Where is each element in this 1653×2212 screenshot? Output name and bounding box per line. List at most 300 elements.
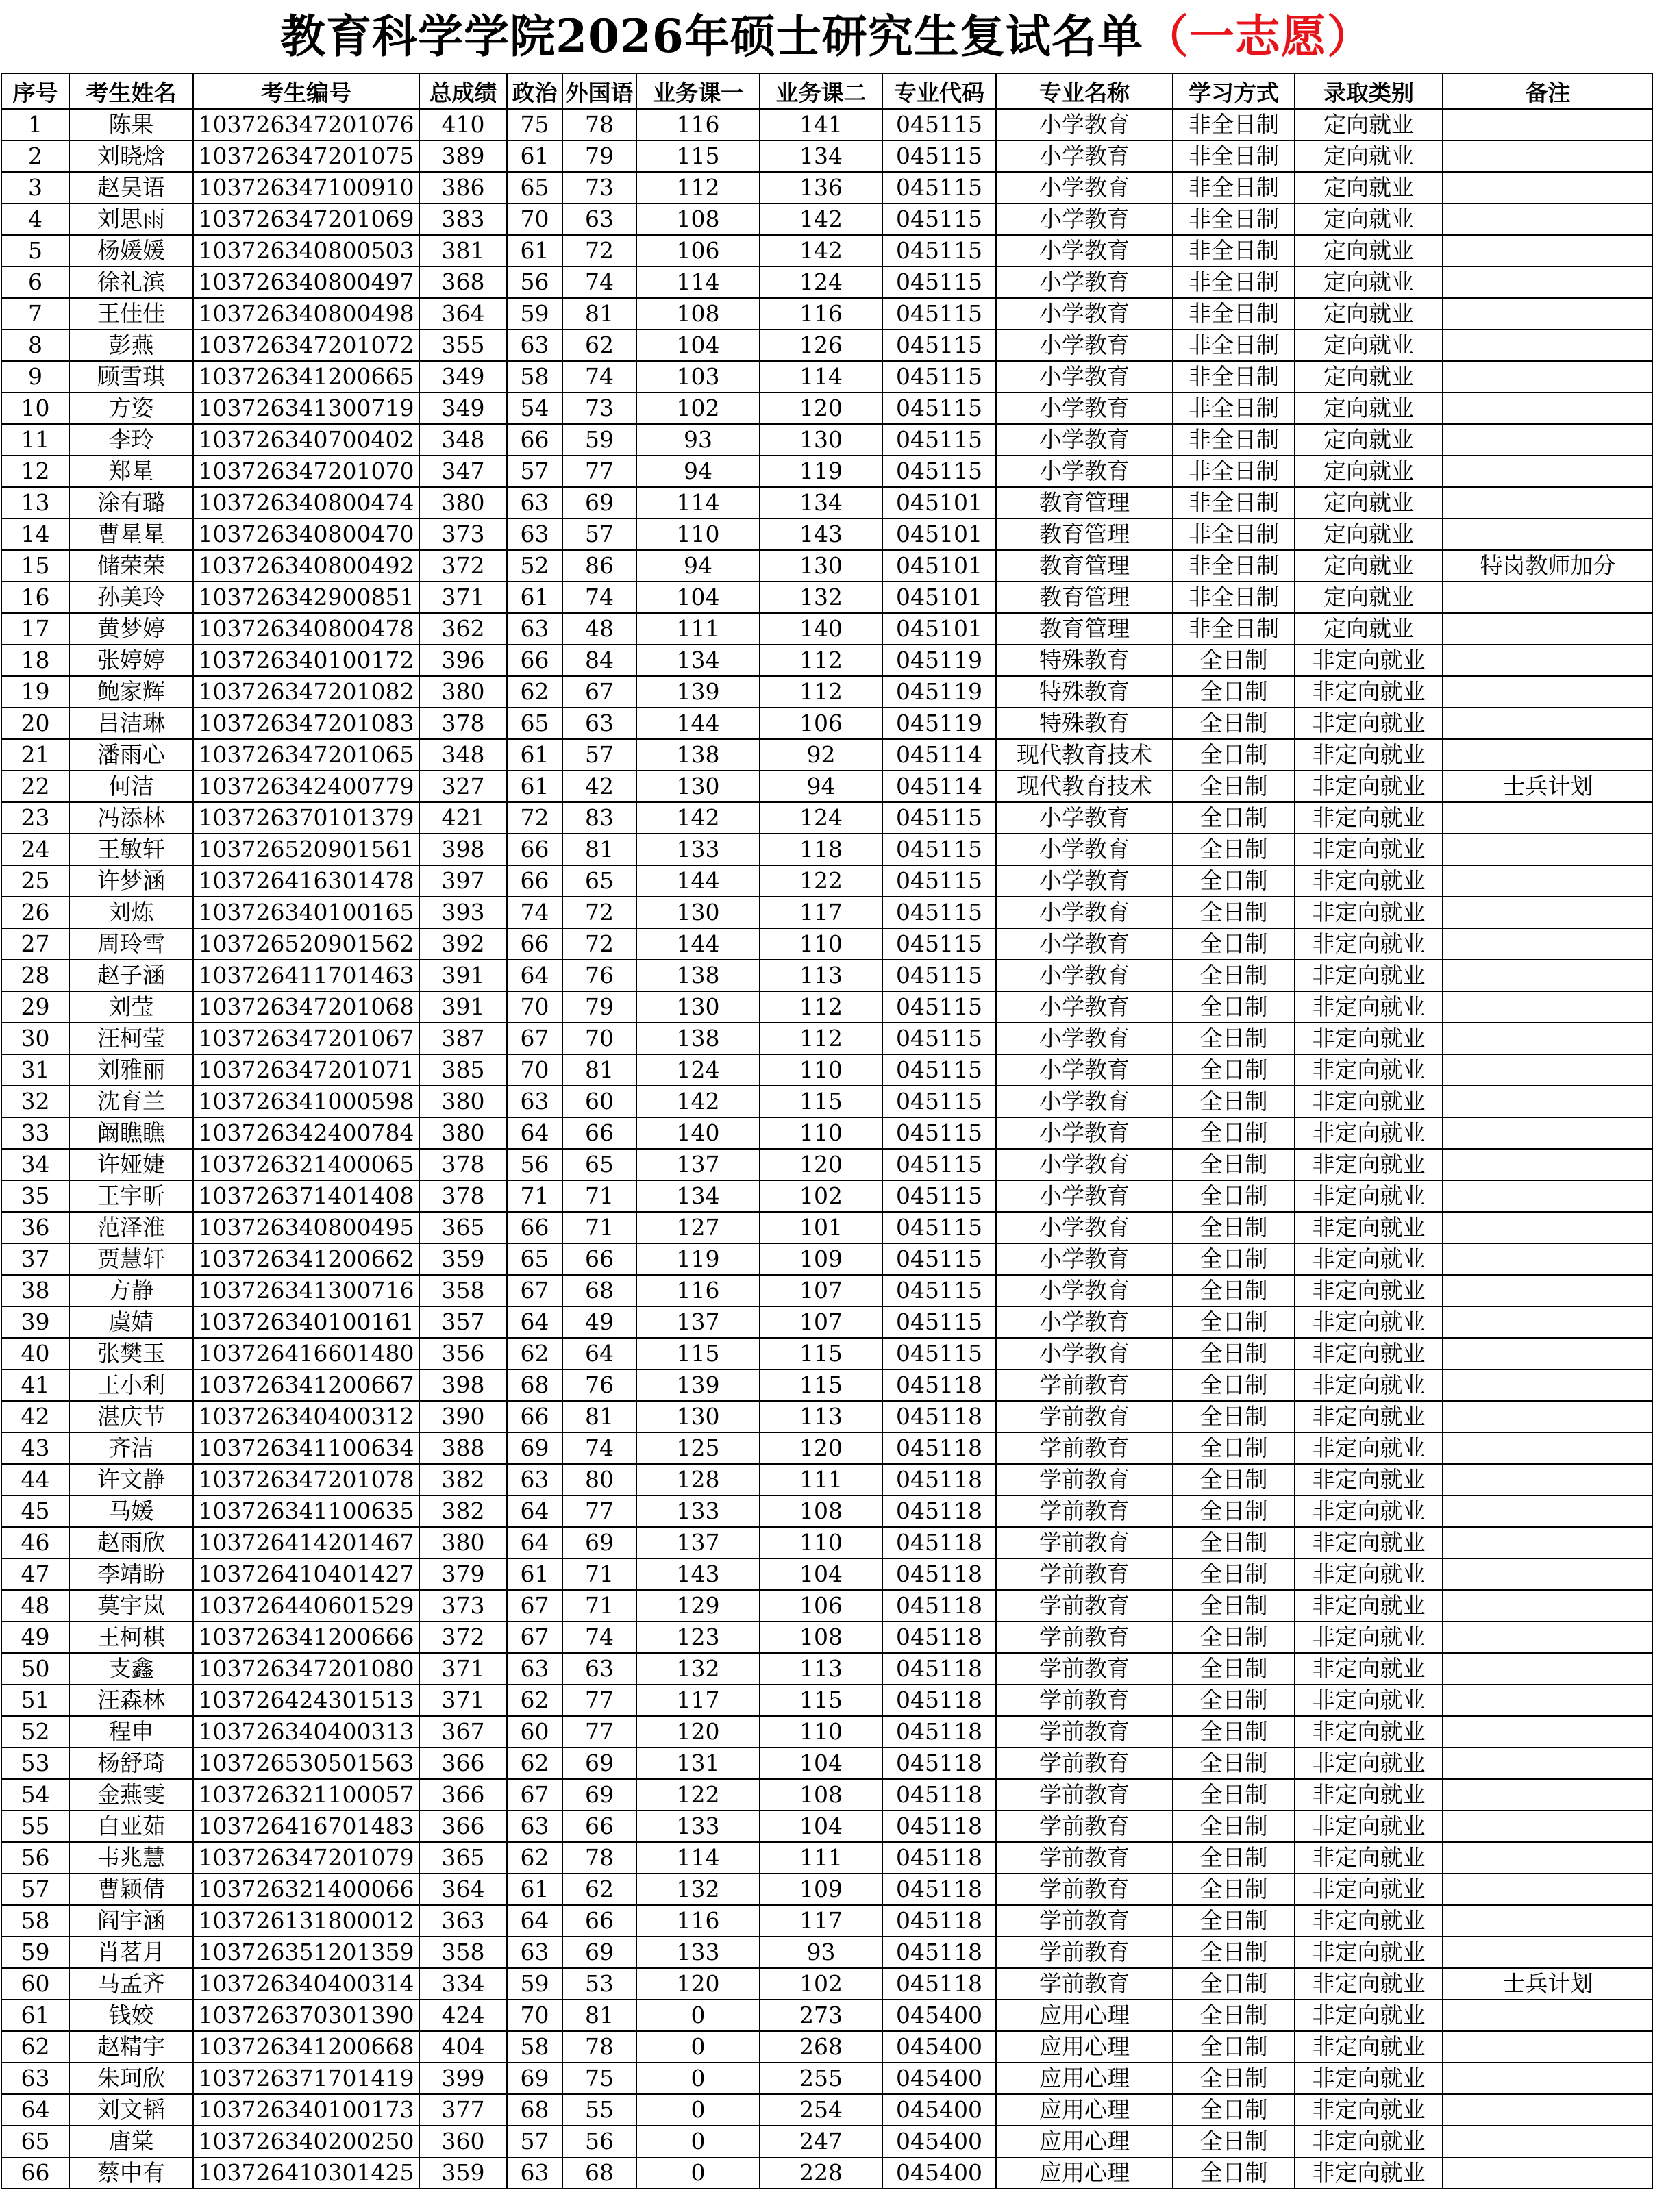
cell-total-score: 380 <box>419 1527 507 1558</box>
cell-seq: 52 <box>1 1716 69 1748</box>
cell-course-one: 124 <box>636 1054 760 1086</box>
cell-politics: 66 <box>507 645 562 676</box>
cell-study-mode: 全日制 <box>1173 1842 1295 1874</box>
cell-name: 汪柯莹 <box>69 1023 193 1054</box>
cell-remarks <box>1443 1086 1653 1117</box>
cell-course-two: 113 <box>760 960 882 991</box>
cell-major-name: 学前教育 <box>996 1905 1173 1937</box>
header-remarks: 备注 <box>1443 73 1653 109</box>
cell-course-two: 142 <box>760 235 882 266</box>
cell-foreign-language: 86 <box>562 550 636 582</box>
cell-course-one: 120 <box>636 1968 760 2000</box>
cell-major-code: 045115 <box>882 1117 996 1149</box>
cell-exam-id: 103726321400065 <box>193 1149 419 1180</box>
cell-foreign-language: 68 <box>562 1275 636 1306</box>
cell-study-mode: 非全日制 <box>1173 424 1295 456</box>
cell-remarks <box>1443 140 1653 172</box>
cell-study-mode: 全日制 <box>1173 1149 1295 1180</box>
cell-politics: 74 <box>507 897 562 928</box>
cell-total-score: 404 <box>419 2031 507 2063</box>
cell-course-two: 112 <box>760 991 882 1023</box>
cell-seq: 41 <box>1 1369 69 1401</box>
cell-exam-id: 103726351201359 <box>193 1937 419 1968</box>
cell-name: 周玲雪 <box>69 928 193 960</box>
cell-course-one: 144 <box>636 708 760 739</box>
cell-exam-id: 103726340700402 <box>193 424 419 456</box>
cell-name: 刘文韬 <box>69 2094 193 2126</box>
cell-foreign-language: 72 <box>562 235 636 266</box>
cell-study-mode: 非全日制 <box>1173 456 1295 487</box>
cell-total-score: 380 <box>419 1117 507 1149</box>
cell-name: 刘雅丽 <box>69 1054 193 1086</box>
table-row <box>1 550 1653 582</box>
cell-total-score: 372 <box>419 1621 507 1653</box>
cell-seq: 50 <box>1 1653 69 1685</box>
cell-major-name: 小学教育 <box>996 1023 1173 1054</box>
table-row <box>1 1086 1653 1117</box>
cell-name: 杨媛媛 <box>69 235 193 266</box>
cell-major-code: 045115 <box>882 991 996 1023</box>
header-name: 考生姓名 <box>69 73 193 109</box>
cell-remarks <box>1443 2031 1653 2063</box>
cell-admission-type: 非定向就业 <box>1295 834 1443 865</box>
table-row <box>1 676 1653 708</box>
cell-major-code: 045101 <box>882 550 996 582</box>
cell-major-code: 045118 <box>882 1748 996 1779</box>
cell-name: 吕洁琳 <box>69 708 193 739</box>
cell-course-two: 112 <box>760 645 882 676</box>
header-major-name: 专业名称 <box>996 73 1173 109</box>
cell-course-two: 102 <box>760 1180 882 1212</box>
cell-name: 赵昊语 <box>69 172 193 203</box>
cell-remarks: 士兵计划 <box>1443 771 1653 802</box>
cell-major-code: 045118 <box>882 1653 996 1685</box>
cell-remarks <box>1443 1685 1653 1716</box>
cell-major-code: 045114 <box>882 739 996 771</box>
cell-study-mode: 全日制 <box>1173 739 1295 771</box>
cell-major-name: 学前教育 <box>996 1874 1173 1905</box>
cell-major-name: 学前教育 <box>996 1937 1173 1968</box>
cell-admission-type: 非定向就业 <box>1295 1401 1443 1432</box>
cell-course-one: 112 <box>636 172 760 203</box>
table-row <box>1 2063 1653 2094</box>
cell-politics: 67 <box>507 1590 562 1621</box>
cell-seq: 48 <box>1 1590 69 1621</box>
cell-admission-type: 定向就业 <box>1295 361 1443 393</box>
cell-foreign-language: 71 <box>562 1212 636 1243</box>
cell-study-mode: 非全日制 <box>1173 613 1295 645</box>
cell-course-two: 115 <box>760 1086 882 1117</box>
cell-foreign-language: 80 <box>562 1464 636 1495</box>
cell-admission-type: 非定向就业 <box>1295 739 1443 771</box>
cell-politics: 65 <box>507 1243 562 1275</box>
cell-major-code: 045400 <box>882 2063 996 2094</box>
cell-exam-id: 103726340800495 <box>193 1212 419 1243</box>
cell-total-score: 392 <box>419 928 507 960</box>
cell-admission-type: 非定向就业 <box>1295 1432 1443 1464</box>
cell-course-two: 110 <box>760 1527 882 1558</box>
cell-politics: 63 <box>507 330 562 361</box>
cell-name: 许梦涵 <box>69 865 193 897</box>
cell-seq: 13 <box>1 487 69 519</box>
cell-foreign-language: 77 <box>562 1495 636 1527</box>
cell-total-score: 356 <box>419 1338 507 1369</box>
cell-admission-type: 非定向就业 <box>1295 771 1443 802</box>
cell-major-name: 现代教育技术 <box>996 739 1173 771</box>
cell-course-one: 138 <box>636 1023 760 1054</box>
cell-admission-type: 非定向就业 <box>1295 2094 1443 2126</box>
cell-seq: 55 <box>1 1811 69 1842</box>
cell-foreign-language: 72 <box>562 928 636 960</box>
cell-major-name: 学前教育 <box>996 1369 1173 1401</box>
cell-exam-id: 103726371401408 <box>193 1180 419 1212</box>
cell-course-one: 111 <box>636 613 760 645</box>
table-row <box>1 2094 1653 2126</box>
cell-seq: 38 <box>1 1275 69 1306</box>
cell-politics: 57 <box>507 2126 562 2157</box>
cell-course-one: 103 <box>636 361 760 393</box>
cell-politics: 64 <box>507 960 562 991</box>
cell-name: 陈果 <box>69 109 193 140</box>
cell-politics: 61 <box>507 582 562 613</box>
table-row <box>1 393 1653 424</box>
cell-major-name: 小学教育 <box>996 109 1173 140</box>
cell-politics: 72 <box>507 802 562 834</box>
cell-total-score: 367 <box>419 1716 507 1748</box>
cell-course-two: 115 <box>760 1369 882 1401</box>
cell-course-two: 112 <box>760 1023 882 1054</box>
cell-politics: 62 <box>507 1748 562 1779</box>
table-row <box>1 2000 1653 2031</box>
cell-name: 莫宇岚 <box>69 1590 193 1621</box>
table-row <box>1 424 1653 456</box>
table-row <box>1 487 1653 519</box>
cell-foreign-language: 73 <box>562 172 636 203</box>
cell-course-one: 0 <box>636 2000 760 2031</box>
cell-course-one: 108 <box>636 203 760 235</box>
cell-study-mode: 全日制 <box>1173 645 1295 676</box>
cell-exam-id: 103726424301513 <box>193 1685 419 1716</box>
cell-exam-id: 103726341200665 <box>193 361 419 393</box>
table-row <box>1 1811 1653 1842</box>
cell-foreign-language: 81 <box>562 834 636 865</box>
cell-admission-type: 非定向就业 <box>1295 1716 1443 1748</box>
cell-total-score: 366 <box>419 1748 507 1779</box>
cell-seq: 49 <box>1 1621 69 1653</box>
table-row <box>1 582 1653 613</box>
cell-course-two: 254 <box>760 2094 882 2126</box>
cell-remarks <box>1443 393 1653 424</box>
cell-exam-id: 103726347201080 <box>193 1653 419 1685</box>
cell-name: 王小利 <box>69 1369 193 1401</box>
cell-politics: 63 <box>507 2157 562 2189</box>
cell-seq: 22 <box>1 771 69 802</box>
cell-major-code: 045115 <box>882 298 996 330</box>
table-row <box>1 1937 1653 1968</box>
cell-study-mode: 全日制 <box>1173 1779 1295 1811</box>
cell-exam-id: 103726340800492 <box>193 550 419 582</box>
cell-seq: 65 <box>1 2126 69 2157</box>
cell-remarks <box>1443 1842 1653 1874</box>
cell-exam-id: 103726370301390 <box>193 2000 419 2031</box>
cell-foreign-language: 81 <box>562 1401 636 1432</box>
cell-name: 赵子涵 <box>69 960 193 991</box>
cell-exam-id: 103726340400312 <box>193 1401 419 1432</box>
cell-name: 冯添林 <box>69 802 193 834</box>
cell-major-code: 045101 <box>882 613 996 645</box>
cell-course-two: 118 <box>760 834 882 865</box>
cell-major-name: 教育管理 <box>996 582 1173 613</box>
table-row <box>1 1275 1653 1306</box>
cell-total-score: 359 <box>419 2157 507 2189</box>
cell-course-one: 127 <box>636 1212 760 1243</box>
cell-name: 汪森林 <box>69 1685 193 1716</box>
cell-name: 虞婧 <box>69 1306 193 1338</box>
cell-course-one: 138 <box>636 739 760 771</box>
cell-foreign-language: 68 <box>562 2157 636 2189</box>
cell-foreign-language: 55 <box>562 2094 636 2126</box>
cell-remarks <box>1443 2000 1653 2031</box>
cell-course-one: 0 <box>636 2157 760 2189</box>
cell-course-one: 129 <box>636 1590 760 1621</box>
cell-admission-type: 非定向就业 <box>1295 1023 1443 1054</box>
cell-foreign-language: 66 <box>562 1905 636 1937</box>
cell-exam-id: 103726416601480 <box>193 1338 419 1369</box>
cell-course-one: 104 <box>636 330 760 361</box>
cell-exam-id: 103726341100634 <box>193 1432 419 1464</box>
cell-course-two: 117 <box>760 1905 882 1937</box>
cell-course-two: 92 <box>760 739 882 771</box>
cell-foreign-language: 74 <box>562 582 636 613</box>
cell-seq: 18 <box>1 645 69 676</box>
cell-total-score: 364 <box>419 298 507 330</box>
cell-study-mode: 全日制 <box>1173 1275 1295 1306</box>
cell-remarks <box>1443 739 1653 771</box>
table-row <box>1 960 1653 991</box>
cell-course-two: 142 <box>760 203 882 235</box>
cell-course-one: 115 <box>636 140 760 172</box>
table-row <box>1 1464 1653 1495</box>
cell-total-score: 399 <box>419 2063 507 2094</box>
cell-total-score: 391 <box>419 991 507 1023</box>
cell-major-name: 小学教育 <box>996 1212 1173 1243</box>
cell-exam-id: 103726520901562 <box>193 928 419 960</box>
cell-politics: 65 <box>507 172 562 203</box>
cell-exam-id: 103726341200662 <box>193 1243 419 1275</box>
cell-course-two: 134 <box>760 487 882 519</box>
cell-course-one: 132 <box>636 1653 760 1685</box>
cell-major-code: 045115 <box>882 172 996 203</box>
cell-foreign-language: 72 <box>562 897 636 928</box>
cell-study-mode: 全日制 <box>1173 1905 1295 1937</box>
table-row <box>1 802 1653 834</box>
table-row <box>1 1590 1653 1621</box>
cell-study-mode: 全日制 <box>1173 2031 1295 2063</box>
cell-course-two: 104 <box>760 1811 882 1842</box>
cell-remarks <box>1443 1464 1653 1495</box>
cell-name: 阎宇涵 <box>69 1905 193 1937</box>
cell-major-code: 045119 <box>882 676 996 708</box>
cell-politics: 66 <box>507 424 562 456</box>
cell-exam-id: 103726340100172 <box>193 645 419 676</box>
cell-remarks <box>1443 582 1653 613</box>
cell-foreign-language: 76 <box>562 1369 636 1401</box>
cell-politics: 63 <box>507 1086 562 1117</box>
cell-remarks <box>1443 1306 1653 1338</box>
cell-foreign-language: 76 <box>562 960 636 991</box>
header-study-mode: 学习方式 <box>1173 73 1295 109</box>
cell-exam-id: 103726414201467 <box>193 1527 419 1558</box>
cell-study-mode: 全日制 <box>1173 1054 1295 1086</box>
cell-total-score: 378 <box>419 708 507 739</box>
cell-major-code: 045114 <box>882 771 996 802</box>
cell-exam-id: 103726347201083 <box>193 708 419 739</box>
cell-major-code: 045115 <box>882 897 996 928</box>
cell-foreign-language: 78 <box>562 2031 636 2063</box>
cell-course-one: 104 <box>636 582 760 613</box>
cell-study-mode: 全日制 <box>1173 1464 1295 1495</box>
cell-name: 赵雨欣 <box>69 1527 193 1558</box>
cell-name: 张婷婷 <box>69 645 193 676</box>
cell-course-one: 0 <box>636 2094 760 2126</box>
table-row <box>1 2126 1653 2157</box>
cell-seq: 16 <box>1 582 69 613</box>
cell-exam-id: 103726347201079 <box>193 1842 419 1874</box>
cell-major-code: 045115 <box>882 1306 996 1338</box>
cell-remarks <box>1443 2157 1653 2189</box>
cell-seq: 6 <box>1 266 69 298</box>
cell-major-code: 045115 <box>882 109 996 140</box>
cell-foreign-language: 67 <box>562 676 636 708</box>
cell-admission-type: 非定向就业 <box>1295 991 1443 1023</box>
cell-major-name: 小学教育 <box>996 1149 1173 1180</box>
cell-admission-type: 非定向就业 <box>1295 2000 1443 2031</box>
cell-course-two: 136 <box>760 172 882 203</box>
cell-foreign-language: 81 <box>562 1054 636 1086</box>
cell-course-two: 110 <box>760 1117 882 1149</box>
cell-total-score: 373 <box>419 1590 507 1621</box>
cell-course-two: 104 <box>760 1558 882 1590</box>
cell-admission-type: 非定向就业 <box>1295 1842 1443 1874</box>
cell-foreign-language: 69 <box>562 487 636 519</box>
cell-exam-id: 103726340400313 <box>193 1716 419 1748</box>
cell-admission-type: 定向就业 <box>1295 235 1443 266</box>
cell-major-code: 045115 <box>882 330 996 361</box>
cell-course-two: 120 <box>760 393 882 424</box>
cell-exam-id: 103726347100910 <box>193 172 419 203</box>
cell-exam-id: 103726347201068 <box>193 991 419 1023</box>
cell-admission-type: 定向就业 <box>1295 203 1443 235</box>
cell-name: 鲍家辉 <box>69 676 193 708</box>
cell-foreign-language: 63 <box>562 203 636 235</box>
cell-major-name: 学前教育 <box>996 1590 1173 1621</box>
cell-total-score: 371 <box>419 1685 507 1716</box>
cell-exam-id: 103726347201070 <box>193 456 419 487</box>
cell-foreign-language: 70 <box>562 1023 636 1054</box>
cell-foreign-language: 75 <box>562 2063 636 2094</box>
cell-study-mode: 全日制 <box>1173 1685 1295 1716</box>
cell-exam-id: 103726416301478 <box>193 865 419 897</box>
cell-politics: 57 <box>507 456 562 487</box>
cell-admission-type: 非定向就业 <box>1295 1086 1443 1117</box>
cell-course-one: 138 <box>636 960 760 991</box>
cell-foreign-language: 63 <box>562 708 636 739</box>
cell-study-mode: 全日制 <box>1173 1338 1295 1369</box>
cell-admission-type: 非定向就业 <box>1295 1306 1443 1338</box>
cell-remarks <box>1443 1653 1653 1685</box>
cell-name: 王敏轩 <box>69 834 193 865</box>
cell-exam-id: 103726340800478 <box>193 613 419 645</box>
cell-seq: 29 <box>1 991 69 1023</box>
cell-course-two: 110 <box>760 1716 882 1748</box>
cell-major-code: 045101 <box>882 519 996 550</box>
cell-exam-id: 103726340400314 <box>193 1968 419 2000</box>
cell-admission-type: 非定向就业 <box>1295 865 1443 897</box>
cell-major-name: 学前教育 <box>996 1811 1173 1842</box>
cell-course-one: 137 <box>636 1306 760 1338</box>
cell-politics: 61 <box>507 771 562 802</box>
cell-name: 杨舒琦 <box>69 1748 193 1779</box>
cell-total-score: 347 <box>419 456 507 487</box>
cell-foreign-language: 49 <box>562 1306 636 1338</box>
cell-major-code: 045118 <box>882 1968 996 2000</box>
cell-study-mode: 全日制 <box>1173 991 1295 1023</box>
cell-total-score: 371 <box>419 582 507 613</box>
cell-foreign-language: 79 <box>562 140 636 172</box>
cell-major-name: 小学教育 <box>996 1275 1173 1306</box>
cell-major-code: 045115 <box>882 424 996 456</box>
cell-major-name: 小学教育 <box>996 865 1173 897</box>
cell-exam-id: 103726341100635 <box>193 1495 419 1527</box>
cell-seq: 35 <box>1 1180 69 1212</box>
cell-exam-id: 103726411701463 <box>193 960 419 991</box>
table-row <box>1 203 1653 235</box>
cell-politics: 68 <box>507 1369 562 1401</box>
cell-seq: 11 <box>1 424 69 456</box>
cell-major-code: 045118 <box>882 1874 996 1905</box>
cell-total-score: 389 <box>419 140 507 172</box>
cell-name: 方姿 <box>69 393 193 424</box>
cell-remarks <box>1443 676 1653 708</box>
table-row <box>1 1369 1653 1401</box>
cell-foreign-language: 71 <box>562 1590 636 1621</box>
cell-admission-type: 非定向就业 <box>1295 1558 1443 1590</box>
cell-admission-type: 非定向就业 <box>1295 2157 1443 2189</box>
cell-remarks <box>1443 1748 1653 1779</box>
cell-foreign-language: 78 <box>562 1842 636 1874</box>
cell-course-two: 109 <box>760 1874 882 1905</box>
cell-name: 曹颖倩 <box>69 1874 193 1905</box>
cell-course-two: 101 <box>760 1212 882 1243</box>
cell-remarks <box>1443 897 1653 928</box>
cell-exam-id: 103726341300716 <box>193 1275 419 1306</box>
cell-major-code: 045118 <box>882 1937 996 1968</box>
cell-name: 朱珂欣 <box>69 2063 193 2094</box>
cell-total-score: 366 <box>419 1811 507 1842</box>
table-row <box>1 1023 1653 1054</box>
cell-major-code: 045400 <box>882 2126 996 2157</box>
cell-total-score: 348 <box>419 424 507 456</box>
cell-total-score: 365 <box>419 1842 507 1874</box>
table-row <box>1 991 1653 1023</box>
cell-exam-id: 103726530501563 <box>193 1748 419 1779</box>
cell-major-name: 应用心理 <box>996 2094 1173 2126</box>
cell-major-name: 学前教育 <box>996 1432 1173 1464</box>
table-row <box>1 865 1653 897</box>
cell-study-mode: 全日制 <box>1173 771 1295 802</box>
cell-study-mode: 非全日制 <box>1173 235 1295 266</box>
cell-course-one: 0 <box>636 2031 760 2063</box>
